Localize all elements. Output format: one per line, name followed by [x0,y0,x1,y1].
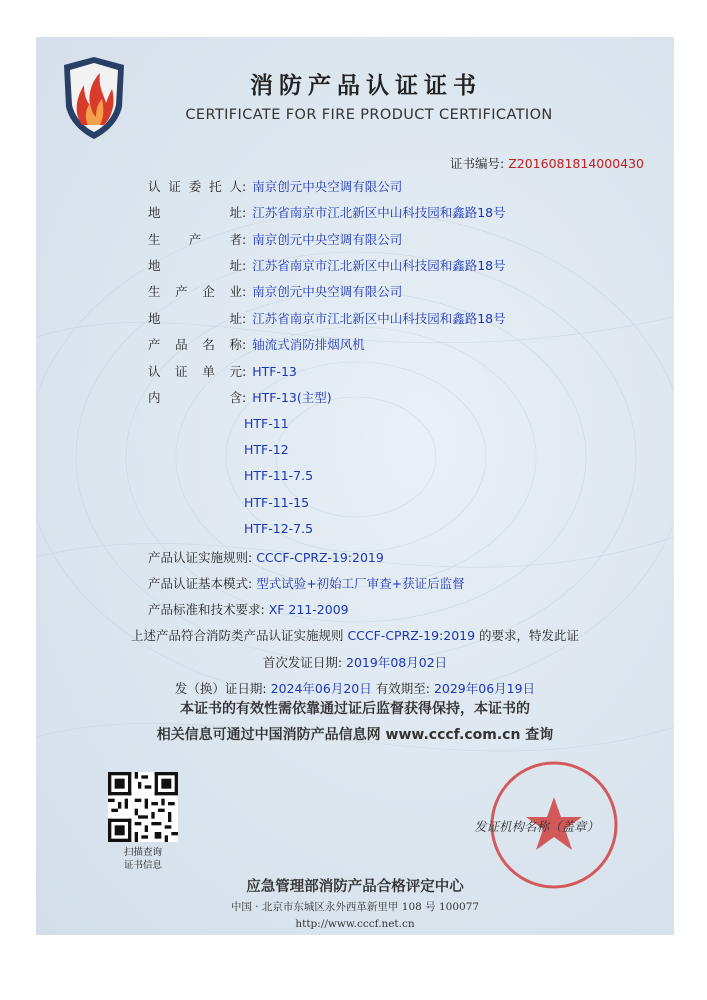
rule-value: 型式试验+初始工厂审查+获证后监督 [256,576,465,591]
field-label: 地址 [148,258,242,273]
field-value: 轴流式消防排烟风机 [252,337,365,352]
model-item: HTF-12 [244,442,289,457]
certificate-sheet [36,37,674,935]
valid-until-value: 2029年06月19日 [433,681,536,696]
conformity-prefix: 上述产品符合消防类产品认证实施规则 [130,628,348,643]
model-item: HTF-11-15 [244,495,310,510]
organization-url: http://www.cccf.net.cn [295,918,415,930]
field-value: 江苏省南京市江北新区中山科技园和鑫路18号 [252,311,506,326]
qr-caption-line2: 证书信息 [123,860,162,871]
field-manufacturer-address: 地址: 江苏省南京市江北新区中山科技园和鑫路18号 [148,311,506,326]
issuing-organization: 应急管理部消防产品合格评定中心 [246,879,464,895]
field-value: 江苏省南京市江北新区中山科技园和鑫路18号 [252,205,506,220]
model-item: HTF-11-7.5 [244,468,314,483]
conformity-rule: CCCF-CPRZ-19:2019 [347,628,476,643]
field-applicant-address: 地址: 江苏省南京市江北新区中山科技园和鑫路18号 [148,205,506,220]
field-value: 南京创元中央空调有限公司 [252,232,403,247]
certificate-number-label: 证书编号: [450,156,505,171]
issuer-label: 发证机构名称（盖章） [474,819,600,834]
conformity-statement [36,626,674,644]
conformity-suffix: 的要求，特发此证 [475,628,580,643]
rule-implementation [148,548,384,566]
field-label: 认证委托人 [148,179,242,194]
field-value: HTF-13 [252,364,297,379]
rule-label: 产品认证基本模式: [148,576,253,591]
certificate-number-value: Z2016081814000430 [508,156,645,171]
validity-note: 本证书的有效性需依靠通过证后监督获得保持，本证书的 [180,701,530,717]
field-label: 内含 [148,390,242,405]
certificate-number [450,154,644,172]
rule-mode [148,574,465,592]
field-applicant: 认证委托人: 南京创元中央空调有限公司 [148,179,403,194]
field-label: 地址 [148,205,242,220]
model-item: HTF-12-7.5 [244,521,314,536]
certificate-title-cn: 消防产品认证证书 [250,73,482,99]
rule-standard [148,600,349,618]
field-producer-address: 地址: 江苏省南京市江北新区中山科技园和鑫路18号 [148,258,506,273]
model-item: HTF-11 [244,416,289,431]
field-value: 南京创元中央空调有限公司 [252,179,403,194]
certificate-title-en: CERTIFICATE FOR FIRE PRODUCT CERTIFICATION [185,107,553,123]
rule-value: CCCF-CPRZ-19:2019 [256,550,384,565]
valid-until-label: 有效期至: [375,681,430,696]
rule-value: XF 211-2009 [268,602,349,617]
qr-caption [106,846,180,872]
field-label: 认证单元 [148,364,242,379]
first-issue-label: 首次发证日期: [262,655,343,670]
field-value: HTF-13(主型) [252,390,332,405]
field-manufacturer: 生产企业: 南京创元中央空调有限公司 [148,284,403,299]
fire-logo-icon [58,55,130,141]
issue-date-value: 2024年06月20日 [270,681,372,696]
qr-caption-line1: 扫描查询 [123,847,162,858]
field-product-name: 产品名称: 轴流式消防排烟风机 [148,337,365,352]
qr-code-icon [108,772,178,842]
field-label: 地址 [148,311,242,326]
issue-label: 发（换）证日期: [174,681,267,696]
field-value: 南京创元中央空调有限公司 [252,284,403,299]
rule-label: 产品认证实施规则: [148,550,253,565]
field-label: 生产者 [148,232,242,247]
first-issue-value: 2019年08月02日 [346,655,448,670]
field-cert-unit: 认证单元: HTF-13 [148,364,297,379]
field-contents: 内含: HTF-13(主型) [148,390,332,405]
field-producer: 生产者: 南京创元中央空调有限公司 [148,232,403,247]
field-label: 产品名称 [148,337,242,352]
field-label: 生产企业 [148,284,242,299]
first-issue-date [36,653,674,671]
field-value: 江苏省南京市江北新区中山科技园和鑫路18号 [252,258,506,273]
info-note: 相关信息可通过中国消防产品信息网 www.cccf.com.cn 查询 [156,727,554,743]
issue-date [36,679,674,697]
rule-label: 产品标准和技术要求: [148,602,265,617]
organization-address: 中国 · 北京市东城区永外西革新里甲 108 号 100077 [230,901,480,913]
